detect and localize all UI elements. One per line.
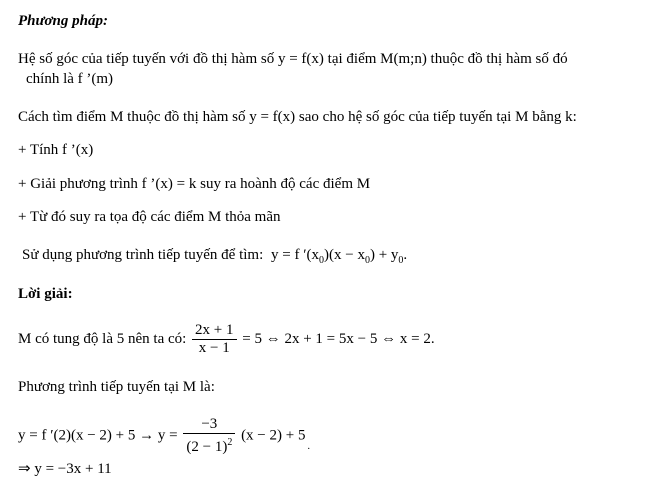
method-step2: + Giải phương trình f ’(x) = k suy ra hoành độ các điểm M: [18, 176, 371, 192]
method-heading: Phương pháp:: [18, 13, 108, 29]
solution-line2: Phương trình tiếp tuyến tại M là:: [18, 379, 215, 395]
fraction-2: [183, 416, 235, 456]
solution-equation-2: ⇒ y = −3x + 11: [18, 461, 112, 477]
fraction-2-numerator: −3: [201, 416, 218, 432]
eq1-left: y = f ′(2)(x − 2) + 5 → y =: [18, 427, 178, 444]
method-step1: + Tính f ’(x): [18, 142, 94, 158]
tangent-formula-line: [22, 246, 407, 270]
fraction-1-numerator: 2x + 1: [195, 322, 234, 338]
tangent-text: Sử dụng phương trình tiếp tuyến để tìm:: [22, 247, 264, 263]
fraction-2-denominator: $(2 - 1)^2$: [183, 433, 235, 456]
method-para2: Cách tìm điểm M thuộc đồ thị hàm số y = f(x) sao cho hệ số góc của tiếp tuyến tại M bằng k:: [18, 109, 577, 125]
method-step3: + Từ đó suy ra tọa độ các điểm M thỏa mãn: [18, 209, 281, 225]
fraction-1-denominator: x − 1: [192, 339, 236, 357]
solution-line1-rest: = 5 ⇔ 2x + 1 = 5x − 5 ⇔ x = 2.: [242, 331, 435, 347]
eq1-right: (x − 2) + 5: [241, 427, 306, 444]
solution-line1: [18, 322, 435, 357]
eq1-dot: .: [307, 441, 310, 453]
solution-equation-1: [18, 416, 310, 456]
fraction-1: [192, 322, 236, 357]
tangent-equation: y = f $'(x_0)(x - x_0) + y_0$.: [271, 247, 408, 266]
solution-line1-text: M có tung độ là 5 nên ta có:: [18, 331, 187, 347]
method-para1-line2: chính là f ’(m): [26, 71, 114, 87]
method-para1-line1: Hệ số góc của tiếp tuyến với đồ thị hàm số y = f(x) tại điểm M(m;n) thuộc đồ thị hàm số đó: [18, 51, 568, 67]
solution-heading: Lời giải:: [18, 286, 73, 302]
